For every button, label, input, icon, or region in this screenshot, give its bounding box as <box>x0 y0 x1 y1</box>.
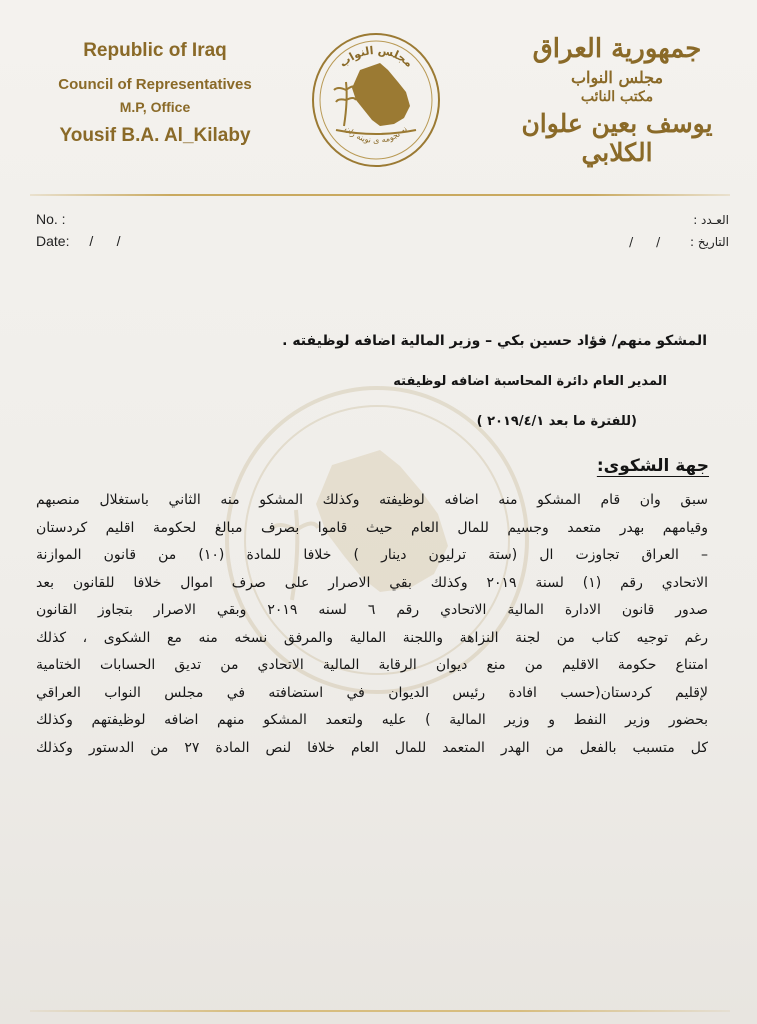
header-country-ar: جمهورية العراق <box>532 34 702 64</box>
ref-date-label-ar: التاريخ : <box>689 235 729 249</box>
footer-divider <box>30 1010 730 1012</box>
body-line: الاتحادي رقم (١) لسنة ٢٠١٩ وكذلك بقي الاصرار على صرف اموال خلافا للقانون بعد <box>36 574 708 591</box>
body-line: بحضور وزير النفط و وزير المالية ) عليه ولتعمد المشكو منهم اضافه لوظيفتهم وكذلك <box>36 712 708 728</box>
ref-number-ar <box>693 213 729 227</box>
body-line: صدور قانون الادارة المالية الاتحادي رقم ٦ لسنه ٢٠١٩ وبقي الاصرار بتجاوز القانون <box>36 602 708 618</box>
header-mp-name-ar: يوسف بعين علوان الكلابي <box>521 109 713 167</box>
header-arabic <box>497 34 737 167</box>
body-line: كل متسبب بالفعل من الهدر المتعمد للمال العام خلافا لنص المادة ٢٧ من الدستور وكذلك <box>36 739 708 756</box>
header-english <box>30 40 280 147</box>
ref-date-label-en: Date: <box>36 233 70 249</box>
body-line: وقيامهم بهدر متعمد وجسيم للمال العام حيث قاموا بصرف مبالغ لحكومة اقليم كردستان <box>36 519 708 536</box>
header-council-ar: مجلس النواب <box>570 68 664 87</box>
complaint-body <box>36 487 708 762</box>
ref-number-label-ar: العـدد : <box>693 213 729 227</box>
body-line: – العراق تجاوزت ال (ستة ترليون دينار ) خلافا للمادة (١٠) من قانون الموازنة <box>36 547 708 563</box>
ref-date-slashes-ar: / / <box>629 235 661 249</box>
logo-top-text: مجلس النواب <box>336 43 416 70</box>
header-office-en: M.P, Office <box>119 99 191 115</box>
council-logo-icon <box>308 30 444 170</box>
header-office-ar: مكتب النائب <box>580 89 654 105</box>
second-respondent-line: المدير العام دائرة المحاسبة اضافه لوظيفته <box>393 374 667 389</box>
ref-date-en <box>36 233 120 249</box>
header-divider <box>30 194 730 196</box>
body-line: سبق وان قام المشكو منه اضافه لوظيفته وكذلك المشكو منه الثاني باستغلال منصبهم <box>36 492 708 508</box>
ref-number-en <box>36 211 66 227</box>
body-line: امتناع حكومة الاقليم من منع ديوان الرقابة المالية الاتحادي من تديق الحسابات الختامية <box>36 657 708 673</box>
ref-date-ar <box>629 235 729 249</box>
respondents-line: المشكو منهم/ فؤاد حسين بكي – وزير المالية اضافه لوظيفته . <box>282 333 707 349</box>
section-title: جهة الشكوى: <box>596 456 709 476</box>
logo-bottom-text: نه نجومه ى نوينه ران <box>342 124 410 145</box>
header-council-en: Council of Representatives <box>58 76 252 93</box>
ref-date-slashes-en: / / <box>89 233 121 249</box>
body-line: لإقليم كردستان(حسب افادة رئيس الديوان في استضافته في مجلس النواب العراقي <box>36 684 708 701</box>
period-line: (للفترة ما بعد ٢٠١٩/٤/١ ) <box>476 414 637 429</box>
header-country-en: Republic of Iraq <box>83 40 227 61</box>
body-line: رغم توجيه كتاب من لجنة النزاهة واللجنة المالية والمرفق نسخه منه مع الشكوى ، كذلك <box>36 629 708 646</box>
header-mp-name-en: Yousif B.A. Al_Kilaby <box>59 125 251 146</box>
ref-number-label-en: No. : <box>36 211 66 227</box>
